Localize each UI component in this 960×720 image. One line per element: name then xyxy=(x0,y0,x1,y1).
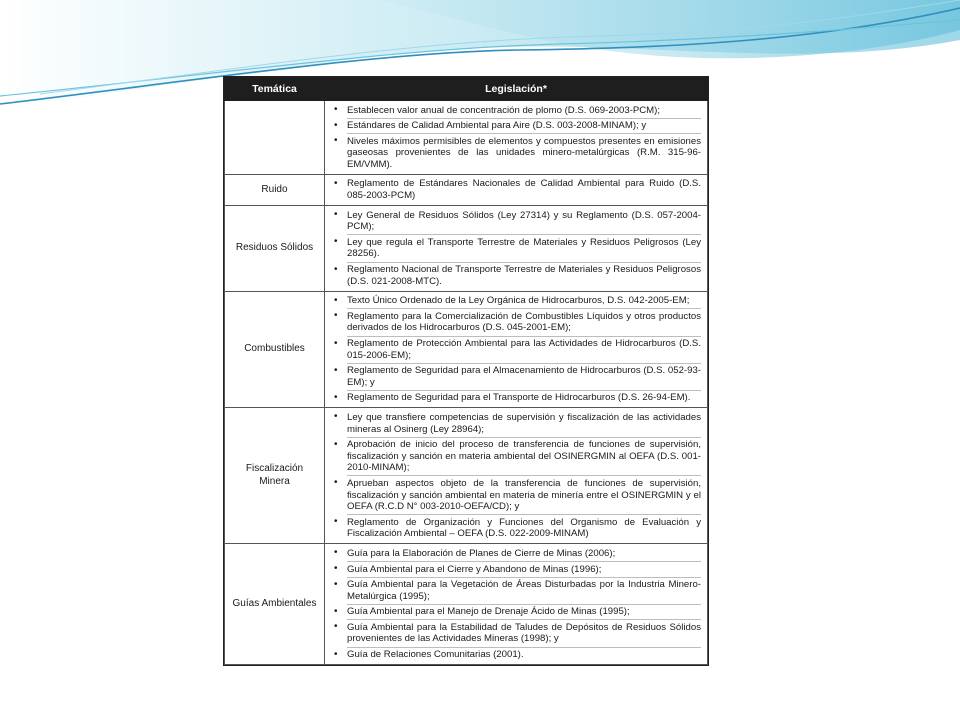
legislacion-cell xyxy=(325,101,708,175)
header-legislacion: Legislación* xyxy=(325,78,708,101)
table-row-fiscalizacion xyxy=(225,408,708,544)
list-item: • Texto Único Ordenado de la Ley Orgánica de Hidrocarburos, D.S. 042-2005-EM; xyxy=(347,294,701,309)
table-row-guias xyxy=(225,544,708,665)
list-item: • Reglamento de Estándares Nacionales de Calidad Ambiental para Ruido (D.S. 085-2003-PCM) xyxy=(347,177,701,203)
list-item: • Aprobación de inicio del proceso de transferencia de funciones de supervisión, fiscalización y sanción en materia ambiental del OSINERGMIN al OEFA (D.S. 001-2010-MINAM); xyxy=(347,437,701,476)
header-tematica: Temática xyxy=(225,78,325,101)
table-row-residuos xyxy=(225,206,708,292)
list-item: • Ley que transfiere competencias de supervisión y fiscalización de las actividades mineras al Osinerg (Ley 28964); xyxy=(347,410,701,436)
tema-cell: Ruido xyxy=(225,174,325,205)
list-item: • Guía Ambiental para el Manejo de Drenaje Ácido de Minas (1995); xyxy=(347,604,701,620)
tema-cell: Residuos Sólidos xyxy=(225,206,325,292)
legislacion-cell xyxy=(325,544,708,665)
tema-cell xyxy=(225,101,325,175)
list-item: • Establecen valor anual de concentración de plomo (D.S. 069-2003-PCM); xyxy=(347,103,701,118)
list-item: • Reglamento Nacional de Transporte Terrestre de Materiales y Residuos Peligrosos (D.S. 021-2008-MTC). xyxy=(347,262,701,289)
list-item: • Reglamento de Organización y Funciones del Organismo de Evaluación y Fiscalización Ambiental – OEFA (D.S. 022-2009-MINAM) xyxy=(347,514,701,541)
list-item: • Guía para la Elaboración de Planes de Cierre de Minas (2006); xyxy=(347,546,701,561)
list-item: • Reglamento para la Comercialización de Combustibles Líquidos y otros productos derivados de los Hidrocarburos (D.S. 045-2001-EM); xyxy=(347,308,701,335)
tema-cell: Combustibles xyxy=(225,291,325,408)
list-item: • Reglamento de Seguridad para el Almacenamiento de Hidrocarburos (D.S. 052-93-EM); y xyxy=(347,363,701,390)
list-item: • Reglamento de Protección Ambiental para las Actividades de Hidrocarburos (D.S. 015-2006-EM); xyxy=(347,336,701,363)
table-row-aire xyxy=(225,101,708,175)
list-item: • Ley que regula el Transporte Terrestre de Materiales y Residuos Peligrosos (Ley 28256). xyxy=(347,234,701,261)
legislacion-cell xyxy=(325,174,708,205)
legislacion-cell xyxy=(325,206,708,292)
list-item: • Guía Ambiental para el Cierre y Abandono de Minas (1996); xyxy=(347,561,701,577)
table-header-row xyxy=(225,78,708,101)
list-item: • Reglamento de Seguridad para el Transporte de Hidrocarburos (D.S. 26-94-EM). xyxy=(347,390,701,406)
list-item: • Niveles máximos permisibles de elementos y compuestos presentes en emisiones gaseosas provenientes de las unidades minero-metalúrgicas (R.M. 315-96-EM/VMM). xyxy=(347,133,701,172)
table-row-combustibles xyxy=(225,291,708,408)
tema-cell: Guías Ambientales xyxy=(225,544,325,665)
tema-cell: Fiscalización Minera xyxy=(225,408,325,544)
legislacion-cell xyxy=(325,291,708,408)
legislation-table xyxy=(224,77,708,665)
list-item: • Guía Ambiental para la Estabilidad de Taludes de Depósitos de Residuos Sólidos provenientes de las Actividades Mineras (1998); y xyxy=(347,619,701,646)
legislacion-cell xyxy=(325,408,708,544)
list-item: • Ley General de Residuos Sólidos (Ley 27314) y su Reglamento (D.S. 057-2004-PCM); xyxy=(347,208,701,234)
table-row-ruido xyxy=(225,174,708,205)
list-item: • Estándares de Calidad Ambiental para Aire (D.S. 003-2008-MINAM); y xyxy=(347,118,701,134)
list-item: • Guía de Relaciones Comunitarias (2001). xyxy=(347,647,701,663)
list-item: • Guía Ambiental para la Vegetación de Áreas Disturbadas por la Industria Minero-Metalúrgica (1995); xyxy=(347,577,701,604)
legislation-document xyxy=(223,76,709,666)
list-item: • Aprueban aspectos objeto de la transferencia de funciones de supervisión, fiscalización y sanción ambiental en materia de minería entre el OSINERGMIN y el OEFA (R.C.D N° 003-2010-OEFA/CD); y xyxy=(347,475,701,514)
